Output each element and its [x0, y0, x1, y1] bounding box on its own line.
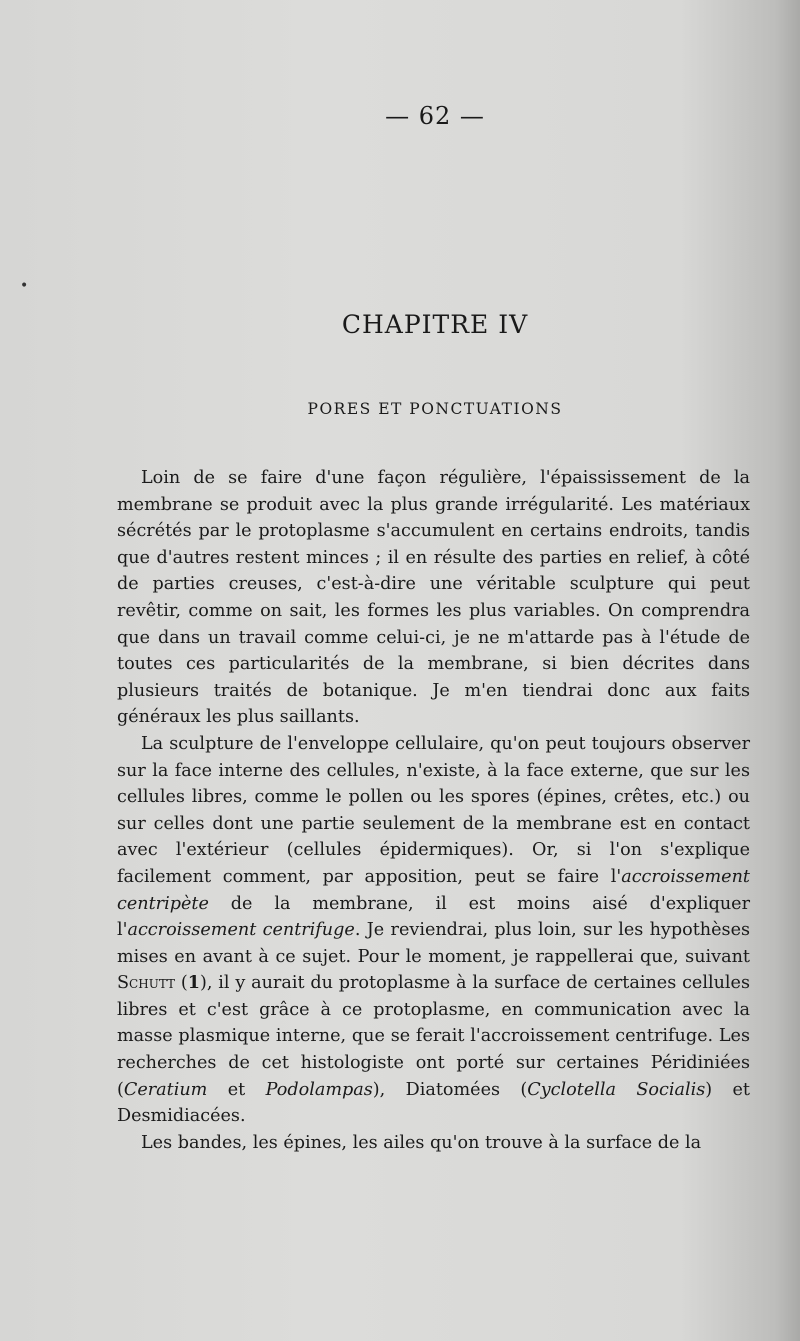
text-segment: ), Diatomées ( [372, 1079, 528, 1100]
text-segment: ), il y aurait du protoplasme à la surface de certaines cellules libres et c'est grâce à ce protoplasme, en communication avec la masse plasmique interne, que se ferait l'accroissement centrifuge. Les recherches de cet histologiste ont porté sur certaines Péridiniées ( [117, 973, 750, 1100]
body-text [117, 465, 750, 1156]
page-speck-icon: • [20, 278, 29, 294]
text-segment: Les bandes, les épines, les ailes qu'on trouve à la surface de la [141, 1132, 702, 1153]
text-segment: 1 [187, 972, 200, 994]
text-segment: et [207, 1079, 266, 1100]
paragraph [117, 1130, 750, 1157]
paragraph [117, 731, 750, 1130]
text-segment: accroissement centripète [117, 866, 750, 914]
text-segment: ( [175, 973, 188, 994]
chapter-title: CHAPITRE IV [341, 310, 529, 339]
text-segment: . Je reviendrai, plus loin, sur les hypothèses mises en avant à ce sujet. Pour le moment, je rappellerai que, suivant [117, 920, 751, 967]
text-segment: Cyclotella Socialis [527, 1079, 706, 1100]
page-number: — 62 — [385, 102, 485, 130]
text-segment: La sculpture de l'enveloppe cellulaire, qu'on peut toujours observer sur la face interne des cellules, n'existe, à la face externe, que sur les cellules libres, comme le pollen ou les spores (épines, crêtes, etc.) ou sur celles dont une partie seulement de la membrane est en contact avec l'extérieur (cellules épidermiques). Or, si l'on s'explique facilement comment, par apposition, peut se faire l' [117, 733, 750, 887]
text-segment: Schutt [117, 973, 176, 994]
text-segment: ) et Desmidiacées. [117, 1079, 750, 1127]
section-title: PORES ET PONCTUATIONS [307, 400, 563, 418]
text-segment: Loin de se faire d'une façon régulière, l'épaississement de la membrane se produit avec la plus grande irrégularité. Les matériaux sécrétés par le protoplasme s'accumulent en certains endroits, tandis que d'autres restent minces ; il en résulte des parties en relief, à côté de parties creuses, c'est-à-dire une véritable sculpture qui peut revêtir, comme on sait, les formes les plus variables. On comprendra que dans un travail comme celui-ci, je ne m'attarde pas à l'étude de toutes ces particularités de la membrane, si bien décrites dans plusieurs traités de botanique. Je m'en tiendrai donc aux faits généraux les plus saillants. [117, 468, 750, 728]
text-segment: Podolampas [265, 1079, 373, 1100]
text-segment: Ceratium [123, 1079, 208, 1100]
text-segment: de la membrane, il est moins aisé d'expliquer l' [117, 893, 750, 941]
paragraph [117, 465, 750, 731]
text-segment: accroissement centrifuge [127, 920, 355, 941]
